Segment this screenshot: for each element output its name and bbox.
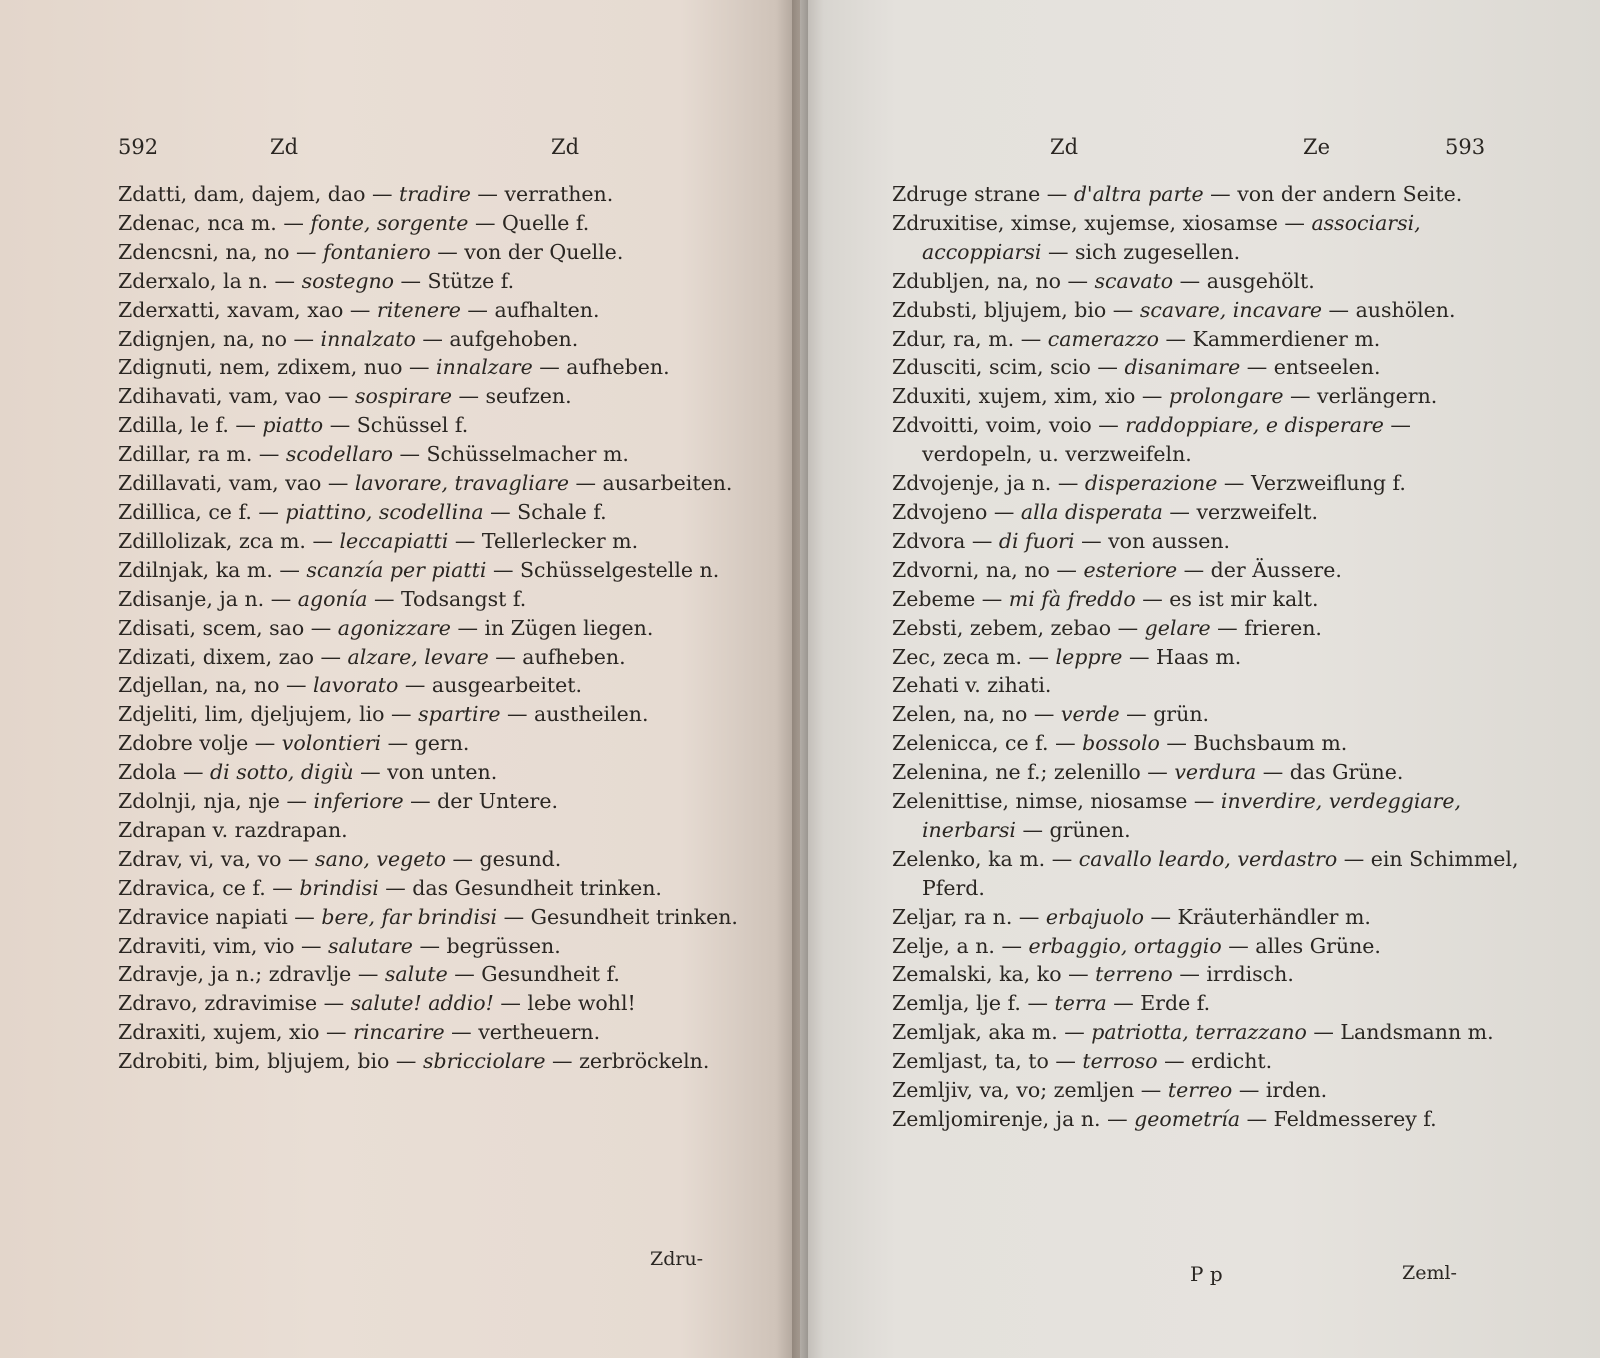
italian-gloss: sostegno bbox=[301, 268, 394, 293]
headword: Zdjellan, na, no bbox=[118, 673, 280, 698]
headword: Zdillolizak, zca m. bbox=[118, 528, 306, 553]
headword: Zdvojenje, ja n. bbox=[892, 471, 1052, 496]
dictionary-entry: Zdjellan, na, no — lavorato — ausgearbeitet. bbox=[118, 673, 583, 698]
dictionary-entry: Zdvorni, na, no — esteriore — der Äussere. bbox=[892, 557, 1342, 582]
german-gloss: — aufheben. bbox=[539, 355, 670, 380]
italian-gloss: scavato bbox=[1094, 268, 1174, 293]
headword: Zdvojeno bbox=[892, 499, 988, 524]
italian-gloss: lavorare, travagliare bbox=[354, 471, 569, 496]
italian-gloss: terroso bbox=[1082, 1049, 1158, 1074]
german-gloss: — begrüssen. bbox=[419, 933, 561, 958]
dictionary-entry: Zdignjen, na, no — innalzato — aufgehoben. bbox=[118, 326, 579, 351]
dictionary-entry: Zduxiti, xujem, xim, xio — prolongare — verlängern. bbox=[892, 384, 1438, 409]
dictionary-entry: Zdignuti, nem, zdixem, nuo — innalzare — aufheben. bbox=[118, 355, 670, 380]
german-gloss: — von unten. bbox=[360, 760, 498, 785]
headword: Zderxalo, la n. bbox=[118, 268, 269, 293]
german-gloss: — das Gesundheit trinken. bbox=[385, 875, 662, 900]
italian-gloss: alzare, levare bbox=[347, 644, 489, 669]
dictionary-entry: Zemljomirenje, ja n. — geometría — Feldmesserey f. bbox=[892, 1107, 1437, 1131]
italian-gloss: agonizzare bbox=[337, 615, 451, 640]
german-gloss: — Todsangst f. bbox=[373, 586, 527, 611]
german-gloss: — aufheben. bbox=[495, 644, 626, 669]
catchword: Zdru- bbox=[650, 1248, 704, 1270]
dictionary-entry: Zdraxiti, xujem, xio — rincarire — vertheuern. bbox=[118, 1020, 601, 1045]
german-gloss: — Schale f. bbox=[490, 499, 607, 524]
german-gloss: — verlängern. bbox=[1290, 384, 1438, 409]
german-gloss: — Tellerlecker m. bbox=[454, 528, 639, 553]
dictionary-entry bbox=[118, 816, 758, 845]
dictionary-entry: Zelje, a n. — erbaggio, ortaggio — alles Grüne. bbox=[892, 933, 1381, 958]
italian-gloss: ritenere bbox=[376, 297, 461, 322]
headword: Zdignuti, nem, zdixem, nuo bbox=[118, 355, 403, 380]
headword: Zdisanje, ja n. bbox=[118, 586, 265, 611]
german-gloss: — Haas m. bbox=[1128, 644, 1242, 669]
italian-gloss: salutare bbox=[328, 933, 413, 958]
german-gloss: — es ist mir kalt. bbox=[1142, 586, 1319, 611]
german-gloss: — aushölen. bbox=[1328, 297, 1456, 322]
dictionary-entry: Zdusciti, scim, scio — disanimare — entseelen. bbox=[892, 355, 1381, 380]
headword: Zemljomirenje, ja n. bbox=[892, 1107, 1101, 1131]
headword: Zduxiti, xujem, xim, xio bbox=[892, 384, 1136, 409]
headword: Zdolnji, nja, nje bbox=[118, 789, 280, 814]
dictionary-entry: Zdruxitise, ximse, xujemse, xiosamse — associarsi, accoppiarsi — sich zugesellen. bbox=[892, 210, 1421, 264]
dictionary-entry: Zemljiv, va, vo; zemljen — terreo — irden. bbox=[892, 1078, 1328, 1103]
headword: Zdvora bbox=[892, 528, 966, 553]
german-gloss: — Erde f. bbox=[1113, 991, 1211, 1016]
headword: Zemljak, aka m. bbox=[892, 1020, 1058, 1045]
italian-gloss: volontieri bbox=[281, 731, 382, 756]
german-gloss: — Schüssel f. bbox=[329, 413, 469, 438]
headword: Zdilla, le f. bbox=[118, 413, 229, 438]
italian-gloss: disperazione bbox=[1084, 471, 1218, 496]
dictionary-entry: Zdizati, dixem, zao — alzare, levare — aufheben. bbox=[118, 644, 626, 669]
headword: Zdola bbox=[118, 760, 177, 785]
italian-gloss: patriotta, terrazzano bbox=[1091, 1020, 1307, 1045]
headword: Zemljiv, va, vo; zemljen bbox=[892, 1078, 1135, 1103]
dictionary-entry: Zdraviti, vim, vio — salutare — begrüssen. bbox=[118, 933, 561, 958]
german-gloss: — aufgehoben. bbox=[422, 326, 579, 351]
german-gloss: — grün. bbox=[1126, 702, 1210, 727]
german-gloss: — Buchsbaum m. bbox=[1166, 731, 1348, 756]
dictionary-entry: Zemalski, ka, ko — terreno — irrdisch. bbox=[892, 962, 1294, 987]
headword: Zdubsti, bljujem, bio bbox=[892, 297, 1107, 322]
headword: Zdenac, nca m. bbox=[118, 210, 277, 235]
italian-gloss: innalzare bbox=[436, 355, 533, 380]
dictionary-entry: Zderxalo, la n. — sostegno — Stütze f. bbox=[118, 268, 515, 293]
italian-gloss: sano, vegeto bbox=[315, 846, 446, 871]
italian-gloss: esteriore bbox=[1083, 557, 1178, 582]
running-head bbox=[118, 135, 760, 180]
dictionary-entry: Zdravje, ja n.; zdravlje — salute — Gesundheit f. bbox=[118, 962, 620, 987]
dictionary-entry: Zdvojeno — alla disperata — verzweifelt. bbox=[892, 499, 1319, 524]
italian-gloss: salute! addio! bbox=[350, 991, 494, 1016]
entry-list bbox=[892, 180, 1522, 1134]
dictionary-entry: Zemljast, ta, to — terroso — erdicht. bbox=[892, 1049, 1273, 1074]
headword: Zdobre volje bbox=[118, 731, 249, 756]
german-gloss: — Feldmesserey f. bbox=[1246, 1107, 1437, 1131]
headword: Zdusciti, scim, scio bbox=[892, 355, 1091, 380]
italian-gloss: terreo bbox=[1167, 1078, 1233, 1103]
italian-gloss: piatto bbox=[262, 413, 324, 438]
italian-gloss: bere, far brindisi bbox=[321, 904, 498, 929]
italian-gloss: fontaniero bbox=[323, 239, 431, 264]
german-gloss: — gern. bbox=[387, 731, 470, 756]
german-gloss: — sich zugesellen. bbox=[1047, 239, 1241, 264]
dictionary-entry: Zemljak, aka m. — patriotta, terrazzano — Landsmann m. bbox=[892, 1020, 1494, 1045]
dictionary-entry: Zdrav, vi, va, vo — sano, vegeto — gesund. bbox=[118, 846, 562, 871]
dictionary-entry: Zdisati, scem, sao — agonizzare — in Zügen liegen. bbox=[118, 615, 654, 640]
german-gloss: — von aussen. bbox=[1081, 528, 1231, 553]
headword: Zelenittise, nimse, niosamse bbox=[892, 789, 1188, 814]
headword: Zdisati, scem, sao bbox=[118, 615, 305, 640]
dictionary-entry: Zdur, ra, m. — camerazzo — Kammerdiener m. bbox=[892, 326, 1381, 351]
italian-gloss: scodellaro bbox=[285, 442, 393, 467]
german-gloss: — vertheuern. bbox=[451, 1020, 601, 1045]
german-gloss: — Gesundheit trinken. bbox=[503, 904, 738, 929]
dictionary-entry: Zdihavati, vam, vao — sospirare — seufzen. bbox=[118, 384, 572, 409]
italian-gloss: d'altra parte bbox=[1073, 182, 1204, 206]
german-gloss: — der Äussere. bbox=[1183, 557, 1342, 582]
headword: Zdjeliti, lim, djeljujem, lio bbox=[118, 702, 385, 727]
dictionary-entry: Zdilnjak, ka m. — scanzía per piatti — Schüsselgestelle n. bbox=[118, 557, 720, 582]
gutter-fold bbox=[792, 0, 808, 1358]
german-gloss: — Kammerdiener m. bbox=[1165, 326, 1381, 351]
italian-gloss: scavare, incavare bbox=[1139, 297, 1323, 322]
dictionary-entry: Zdenac, nca m. — fonte, sorgente — Quelle f. bbox=[118, 210, 590, 235]
italian-gloss: prolongare bbox=[1168, 384, 1284, 409]
dictionary-entry: Zdjeliti, lim, djeljujem, lio — spartire — austheilen. bbox=[118, 702, 649, 727]
german-gloss: — alles Grüne. bbox=[1228, 933, 1381, 958]
italian-gloss: disanimare bbox=[1124, 355, 1241, 380]
german-gloss: — ausarbeiten. bbox=[575, 471, 733, 496]
guide-word-right: Zd bbox=[551, 135, 580, 159]
german-gloss: — zerbröckeln. bbox=[552, 1049, 710, 1074]
dictionary-entry: Zelenicca, ce f. — bossolo — Buchsbaum m. bbox=[892, 731, 1348, 756]
page-number: 593 bbox=[1445, 135, 1486, 159]
dictionary-entry: Zdravica, ce f. — brindisi — das Gesundheit trinken. bbox=[118, 875, 662, 900]
german-gloss: — das Grüne. bbox=[1262, 760, 1404, 785]
dictionary-entry: Zdrobiti, bim, bljujem, bio — sbricciolare — zerbröckeln. bbox=[118, 1049, 710, 1074]
guide-word-left: Zd bbox=[270, 135, 299, 159]
headword: Zeljar, ra n. bbox=[892, 904, 1013, 929]
printer-signature: P p bbox=[1190, 1262, 1223, 1286]
italian-gloss: fonte, sorgente bbox=[310, 210, 469, 235]
german-gloss: — frieren. bbox=[1217, 615, 1322, 640]
dictionary-entry: Zdruge strane — d'altra parte — von der andern Seite. bbox=[892, 182, 1463, 206]
german-gloss: — seufzen. bbox=[458, 384, 572, 409]
german-gloss: — ausgearbeitet. bbox=[404, 673, 583, 698]
headword: Zdihavati, vam, vao bbox=[118, 384, 322, 409]
headword: Zdizati, dixem, zao bbox=[118, 644, 314, 669]
headword: Zebsti, zebem, zebao bbox=[892, 615, 1112, 640]
headword: Zdignjen, na, no bbox=[118, 326, 287, 351]
german-gloss: — entseelen. bbox=[1246, 355, 1381, 380]
headword: Zdvoitti, voim, voio bbox=[892, 413, 1092, 438]
german-gloss: — verzweifelt. bbox=[1169, 499, 1319, 524]
italian-gloss: scanzía per piatti bbox=[306, 557, 487, 582]
dictionary-entry: Zdobre volje — volontieri — gern. bbox=[118, 731, 470, 756]
dictionary-entry: Zdravo, zdravimise — salute! addio! — lebe wohl! bbox=[118, 991, 636, 1016]
headword: Zdravje, ja n.; zdravlje bbox=[118, 962, 352, 987]
german-gloss: — Schüsselgestelle n. bbox=[492, 557, 720, 582]
italian-gloss: di fuori bbox=[998, 528, 1075, 553]
german-gloss: — grünen. bbox=[1022, 817, 1131, 842]
italian-gloss: spartire bbox=[418, 702, 501, 727]
italian-gloss: bossolo bbox=[1082, 731, 1160, 756]
dictionary-entry bbox=[892, 671, 1522, 700]
dictionary-entry: Zeljar, ra n. — erbajuolo — Kräuterhändler m. bbox=[892, 904, 1371, 929]
headword: Zebeme bbox=[892, 586, 976, 611]
dictionary-entry: Zdvoitti, voim, voio — raddoppiare, e disperare — verdopeln, u. verzweifeln. bbox=[892, 413, 1411, 467]
german-gloss: — Kräuterhändler m. bbox=[1150, 904, 1371, 929]
italian-gloss: sbricciolare bbox=[422, 1049, 546, 1074]
german-gloss: — lebe wohl! bbox=[500, 991, 636, 1016]
headword: Zdravo, zdravimise bbox=[118, 991, 318, 1016]
italian-gloss: leppre bbox=[1055, 644, 1123, 669]
headword: Zelje, a n. bbox=[892, 933, 995, 958]
headword: Zdur, ra, m. bbox=[892, 326, 1015, 351]
headword: Zdubljen, na, no bbox=[892, 268, 1061, 293]
headword: Zemlja, lje f. bbox=[892, 991, 1021, 1016]
german-gloss: — von der Quelle. bbox=[437, 239, 624, 264]
dictionary-entry: Zdillica, ce f. — piattino, scodellina — Schale f. bbox=[118, 499, 607, 524]
italian-gloss: rincarire bbox=[353, 1020, 445, 1045]
german-gloss: — verdopeln, u. verzweifeln. bbox=[922, 413, 1411, 467]
italian-gloss: alla disperata bbox=[1020, 499, 1163, 524]
italian-gloss: salute bbox=[384, 962, 448, 987]
dictionary-entry: Zdillar, ra m. — scodellaro — Schüsselmacher m. bbox=[118, 442, 629, 467]
headword: Zelen, na, no bbox=[892, 702, 1028, 727]
german-gloss: — gesund. bbox=[452, 846, 562, 871]
italian-gloss: camerazzo bbox=[1047, 326, 1159, 351]
catchword: Zeml- bbox=[1402, 1262, 1457, 1284]
german-gloss: — irrdisch. bbox=[1179, 962, 1294, 987]
headword: Zdravica, ce f. bbox=[118, 875, 266, 900]
headword: Zdrav, vi, va, vo bbox=[118, 846, 282, 871]
italian-gloss: inferiore bbox=[313, 789, 404, 814]
italian-gloss: verdura bbox=[1174, 760, 1257, 785]
dictionary-entry: Zdubljen, na, no — scavato — ausgehölt. bbox=[892, 268, 1315, 293]
german-gloss: — Gesundheit f. bbox=[454, 962, 620, 987]
italian-gloss: verde bbox=[1060, 702, 1120, 727]
german-gloss: — Verzweiflung f. bbox=[1223, 471, 1406, 496]
italian-gloss: leccapiatti bbox=[339, 528, 449, 553]
dictionary-entry: Zelenittise, nimse, niosamse — inverdire, verdeggiare, inerbarsi — grünen. bbox=[892, 789, 1462, 842]
headword: Zemljast, ta, to bbox=[892, 1049, 1049, 1074]
german-gloss: — der Untere. bbox=[410, 789, 558, 814]
italian-gloss: gelare bbox=[1144, 615, 1211, 640]
italian-gloss: di sotto, digiù bbox=[210, 760, 354, 785]
headword: Zelenko, ka m. bbox=[892, 846, 1046, 871]
headword: Zehati v. zihati. bbox=[892, 673, 1052, 698]
headword: Zdraxiti, xujem, xio bbox=[118, 1020, 320, 1045]
german-gloss: — in Zügen liegen. bbox=[457, 615, 654, 640]
guide-word-left: Zd bbox=[1050, 135, 1079, 159]
headword: Zderxatti, xavam, xao bbox=[118, 297, 344, 322]
dictionary-entry: Zemlja, lje f. — terra — Erde f. bbox=[892, 991, 1211, 1016]
dictionary-entry: Zdillavati, vam, vao — lavorare, travagliare — ausarbeiten. bbox=[118, 471, 733, 496]
headword: Zdrobiti, bim, bljujem, bio bbox=[118, 1049, 390, 1074]
italian-gloss: raddoppiare, e disperare bbox=[1125, 413, 1384, 438]
running-head bbox=[892, 135, 1540, 180]
headword: Zdillavati, vam, vao bbox=[118, 471, 322, 496]
german-gloss: — irden. bbox=[1238, 1078, 1328, 1103]
headword: Zdvorni, na, no bbox=[892, 557, 1050, 582]
german-gloss: — ausgehölt. bbox=[1179, 268, 1315, 293]
german-gloss: — ein Schimmel, Pferd. bbox=[922, 846, 1519, 900]
italian-gloss: erbaggio, ortaggio bbox=[1028, 933, 1222, 958]
dictionary-entry: Zdolnji, nja, nje — inferiore — der Untere. bbox=[118, 789, 558, 814]
headword: Zdruxitise, ximse, xujemse, xiosamse bbox=[892, 210, 1278, 235]
dictionary-entry: Zdatti, dam, dajem, dao — tradire — verrathen. bbox=[118, 182, 614, 206]
dictionary-entry: Zderxatti, xavam, xao — ritenere — aufhalten. bbox=[118, 297, 600, 322]
headword: Zdrapan v. razdrapan. bbox=[118, 817, 348, 842]
italian-gloss: agonía bbox=[297, 586, 368, 611]
headword: Zdillar, ra m. bbox=[118, 442, 253, 467]
italian-gloss: innalzato bbox=[320, 326, 416, 351]
italian-gloss: associarsi, accoppiarsi bbox=[922, 210, 1421, 264]
page-number: 592 bbox=[118, 135, 159, 159]
german-gloss: — Landsmann m. bbox=[1313, 1020, 1494, 1045]
dictionary-entry: Zdencsni, na, no — fontaniero — von der Quelle. bbox=[118, 239, 624, 264]
dictionary-entry: Zdravice napiati — bere, far brindisi — Gesundheit trinken. bbox=[118, 904, 738, 929]
dictionary-entry: Zdubsti, bljujem, bio — scavare, incavare — aushölen. bbox=[892, 297, 1456, 322]
dictionary-entry: Zdisanje, ja n. — agonía — Todsangst f. bbox=[118, 586, 527, 611]
italian-gloss: brindisi bbox=[299, 875, 379, 900]
headword: Zdraviti, vim, vio bbox=[118, 933, 295, 958]
headword: Zdatti, dam, dajem, dao bbox=[118, 182, 366, 206]
headword: Zdilnjak, ka m. bbox=[118, 557, 273, 582]
german-gloss: — Quelle f. bbox=[474, 210, 590, 235]
headword: Zemalski, ka, ko bbox=[892, 962, 1062, 987]
dictionary-entry: Zdvojenje, ja n. — disperazione — Verzweiflung f. bbox=[892, 471, 1406, 496]
italian-gloss: inverdire, verdeggiare, inerbarsi bbox=[922, 789, 1462, 842]
german-gloss: — austheilen. bbox=[507, 702, 649, 727]
guide-word-right: Ze bbox=[1303, 135, 1331, 159]
dictionary-entry: Zdola — di sotto, digiù — von unten. bbox=[118, 760, 498, 785]
italian-gloss: geometría bbox=[1134, 1107, 1241, 1131]
entry-list bbox=[118, 180, 758, 1076]
italian-gloss: tradire bbox=[399, 182, 471, 206]
italian-gloss: piattino, scodellina bbox=[285, 499, 484, 524]
dictionary-entry: Zelenko, ka m. — cavallo leardo, verdastro — ein Schimmel, Pferd. bbox=[892, 846, 1519, 900]
dictionary-entry: Zelen, na, no — verde — grün. bbox=[892, 702, 1210, 727]
right-page bbox=[800, 0, 1600, 1358]
dictionary-entry: Zec, zeca m. — leppre — Haas m. bbox=[892, 644, 1242, 669]
headword: Zelenina, ne f.; zelenillo bbox=[892, 760, 1141, 785]
headword: Zdravice napiati bbox=[118, 904, 288, 929]
dictionary-entry: Zebeme — mi fà freddo — es ist mir kalt. bbox=[892, 586, 1319, 611]
italian-gloss: sospirare bbox=[354, 384, 452, 409]
italian-gloss: terra bbox=[1054, 991, 1107, 1016]
italian-gloss: erbajuolo bbox=[1045, 904, 1144, 929]
italian-gloss: terreno bbox=[1095, 962, 1173, 987]
german-gloss: — aufhalten. bbox=[467, 297, 600, 322]
italian-gloss: cavallo leardo, verdastro bbox=[1078, 846, 1338, 871]
headword: Zdruge strane bbox=[892, 182, 1041, 206]
german-gloss: — Stütze f. bbox=[400, 268, 515, 293]
german-gloss: — verrathen. bbox=[477, 182, 614, 206]
italian-gloss: lavorato bbox=[312, 673, 399, 698]
headword: Zdencsni, na, no bbox=[118, 239, 290, 264]
dictionary-entry: Zdillolizak, zca m. — leccapiatti — Tellerlecker m. bbox=[118, 528, 639, 553]
dictionary-entry: Zelenina, ne f.; zelenillo — verdura — das Grüne. bbox=[892, 760, 1404, 785]
headword: Zdillica, ce f. bbox=[118, 499, 252, 524]
headword: Zelenicca, ce f. bbox=[892, 731, 1049, 756]
dictionary-entry: Zdilla, le f. — piatto — Schüssel f. bbox=[118, 413, 469, 438]
german-gloss: — erdicht. bbox=[1164, 1049, 1273, 1074]
italian-gloss: mi fà freddo bbox=[1008, 586, 1136, 611]
dictionary-entry: Zdvora — di fuori — von aussen. bbox=[892, 528, 1231, 553]
german-gloss: — Schüsselmacher m. bbox=[399, 442, 629, 467]
dictionary-entry: Zebsti, zebem, zebao — gelare — frieren. bbox=[892, 615, 1322, 640]
german-gloss: — von der andern Seite. bbox=[1210, 182, 1463, 206]
headword: Zec, zeca m. bbox=[892, 644, 1022, 669]
